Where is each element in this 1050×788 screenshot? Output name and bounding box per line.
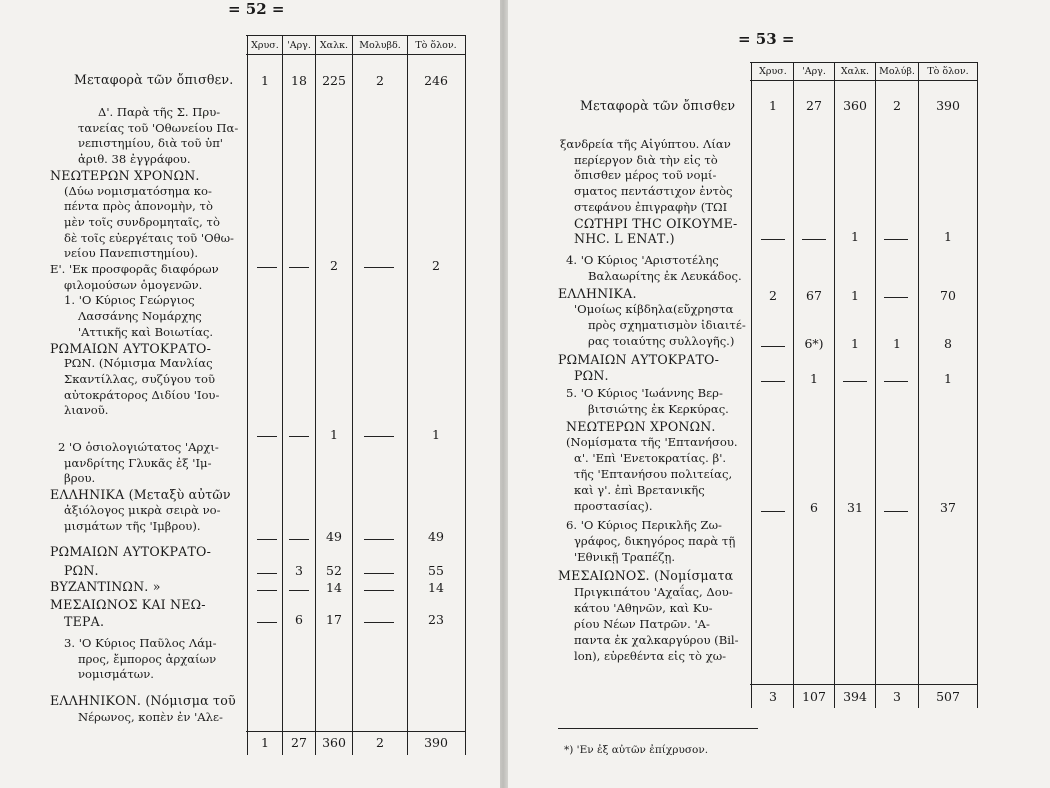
entry-value: 52 <box>326 563 342 578</box>
total-value: 3 <box>893 689 901 704</box>
text-line: γράφος, δικηγόρος παρὰ τῇ <box>574 534 736 548</box>
dash-mark <box>257 539 277 540</box>
text-line: Ε'. 'Εκ προσφορᾶς διαφόρων <box>50 262 219 276</box>
entry-value: 70 <box>940 288 956 303</box>
dash-mark <box>289 539 309 540</box>
dash-mark <box>884 381 908 382</box>
column-rule <box>247 35 248 755</box>
text-line: νεπιστημίου, διὰ τοῦ ὑπ' <box>78 136 223 151</box>
text-line: ΕΛΛΗΝΙΚΑ (Μεταξὺ αὐτῶν <box>50 487 231 503</box>
carry-value: 2 <box>893 98 901 113</box>
text-line: ὄπισθεν μέρος τοῦ νομί- <box>574 168 717 183</box>
column-rule <box>407 35 408 755</box>
column-rule <box>282 35 283 755</box>
right-page <box>508 0 1050 788</box>
column-header-copper: Χαλκ. <box>319 40 349 51</box>
dash-mark <box>364 573 394 574</box>
text-line: 3. 'Ο Κύριος Παῦλος Λάμ- <box>64 636 217 650</box>
text-line: 'Ομοίως κίβδηλα(εὔχρηστα <box>574 302 734 316</box>
entry-value: 2 <box>330 258 338 273</box>
text-line: αὐτοκράτορος Διδίου 'Ιου- <box>64 387 220 402</box>
text-line: CΩΤΗΡΙ ΤΗC ΟΙΚΟΥΜΕ- <box>574 215 738 231</box>
total-value: 107 <box>802 689 826 704</box>
text-line: 'Εθνικῇ Τραπέζῃ. <box>574 550 676 564</box>
column-header-gold: Χρυσ. <box>759 66 787 77</box>
column-rule <box>751 62 752 708</box>
entry-value: 55 <box>428 563 444 578</box>
carry-value: 2 <box>376 73 384 88</box>
text-line: τανείας τοῦ 'Οθωνείου Πα- <box>78 120 239 135</box>
dash-mark <box>257 436 277 437</box>
carry-value: 1 <box>261 73 269 88</box>
text-line: Δ'. Παρὰ τῆς Σ. Πρυ- <box>98 105 221 119</box>
text-line: (Νομίσματα τῆς 'Επτανήσου. <box>566 435 738 449</box>
table-rule-top <box>246 35 466 36</box>
text-line: ΒΥΖΑΝΤΙΝΩΝ. » <box>50 579 161 594</box>
dash-mark <box>257 267 277 268</box>
column-rule <box>352 35 353 755</box>
total-value: 2 <box>376 735 384 750</box>
entry-value: 49 <box>326 529 342 544</box>
column-rule <box>315 35 316 755</box>
entry-value: 14 <box>428 580 444 595</box>
text-line: lon), εὑρεθέντα εἰς τὸ χω- <box>574 649 727 663</box>
column-header-lead: Μολυβδ. <box>359 40 401 51</box>
carry-value: 18 <box>291 73 307 88</box>
column-rule <box>465 35 466 755</box>
text-line: (Δύω νομισματόσημα κο- <box>64 183 212 198</box>
dash-mark <box>843 381 867 382</box>
entry-value: 23 <box>428 612 444 627</box>
text-line: ΕΛΛΗΝΙΚΑ. <box>558 286 637 301</box>
dash-mark <box>364 622 394 623</box>
left-page <box>0 0 500 788</box>
entry-value: 6 <box>295 612 303 627</box>
text-line: δὲ τοῖς εὐεργέταις τοῦ 'Οθω- <box>64 230 234 245</box>
total-value: 394 <box>843 689 867 704</box>
dash-mark <box>761 346 785 347</box>
column-header-silver: 'Αργ. <box>802 66 826 77</box>
carry-value: 360 <box>843 98 867 113</box>
text-line: 5. 'Ο Κύριος 'Ιωάννης Βερ- <box>566 386 723 400</box>
text-line: 2 'Ο ὁσιολογιώτατος 'Αρχι- <box>58 440 219 454</box>
text-line: καὶ γ'. ἐπὶ Βρετανικῆς <box>574 483 705 497</box>
text-line: προστασίας). <box>574 499 653 513</box>
entry-value: 6*) <box>804 336 824 351</box>
column-header-total: Τὸ ὅλον. <box>927 66 969 77</box>
dash-mark <box>364 539 394 540</box>
carry-value: 1 <box>769 98 777 113</box>
text-line: περίεργον διὰ τὴν εἰς τὸ <box>574 152 718 167</box>
entry-value: 1 <box>851 288 859 303</box>
text-line: στεφάνου ἐπιγραφὴν (ΤΩΙ <box>574 199 728 214</box>
text-line: σματος πεντάστιχον ἐντὸς <box>574 184 733 199</box>
text-line: νείου Πανεπιστημίου). <box>64 246 199 261</box>
carry-value: 27 <box>806 98 822 113</box>
entry-value: 2 <box>432 258 440 273</box>
text-line: ΡΩΜΑΙΩΝ ΑΥΤΟΚΡΑΤΟ- <box>50 340 212 356</box>
entry-value: 31 <box>847 500 863 515</box>
footnote: *) 'Εν ἐξ αὐτῶν ἐπίχρυσον. <box>564 744 709 756</box>
entry-value: 49 <box>428 529 444 544</box>
table-rule-header <box>750 80 978 81</box>
entry-value: 1 <box>330 427 338 442</box>
entry-value: 2 <box>769 288 777 303</box>
dash-mark <box>761 381 785 382</box>
entry-value: 3 <box>295 563 303 578</box>
text-line: μανδρίτης Γλυκᾶς ἐξ 'Ιμ- <box>64 455 212 470</box>
text-line: ΡΩΝ. <box>574 368 609 383</box>
entry-value: 1 <box>810 371 818 386</box>
text-line: βρου. <box>64 471 96 486</box>
text-line: ΝΗC. L ΕΝΑΤ.) <box>574 231 675 247</box>
text-line: ΡΩΜΑΙΩΝ ΑΥΤΟΚΡΑΤΟ- <box>558 352 720 367</box>
text-line: ΝΕΩΤΕΡΩΝ ΧΡΟΝΩΝ. <box>50 167 200 183</box>
dash-mark <box>884 297 908 298</box>
dash-mark <box>364 590 394 591</box>
entry-value: 8 <box>944 336 952 351</box>
entry-value: 1 <box>944 229 952 244</box>
page-number: = 53 = <box>738 30 795 48</box>
carry-value: 390 <box>936 98 960 113</box>
text-line: προς, ἔμπορος ἀρχαίων <box>78 651 217 666</box>
entry-value: 1 <box>944 371 952 386</box>
dash-mark <box>884 239 908 240</box>
entry-value: 1 <box>851 229 859 244</box>
text-line: 4. 'Ο Κύριος 'Αριστοτέλης <box>566 253 719 267</box>
total-value: 3 <box>769 689 777 704</box>
column-header-copper: Χαλκ. <box>840 66 870 77</box>
dash-mark <box>761 511 785 512</box>
dash-mark <box>289 436 309 437</box>
column-rule <box>834 62 835 708</box>
text-line: Λασσάνης Νομάρχης <box>78 309 202 324</box>
text-line: α'. 'Επὶ 'Ενετοκρατίας. β'. <box>574 451 727 465</box>
text-line: ρας τοιαύτης συλλογῆς.) <box>588 334 735 348</box>
text-line: Πριγκιπάτου 'Αχαΐας, Δου- <box>574 585 733 599</box>
dash-mark <box>289 590 309 591</box>
dash-mark <box>884 511 908 512</box>
text-line: κάτου 'Αθηνῶν, καὶ Κυ- <box>574 601 713 615</box>
text-line: βιτσιώτης ἐκ Κερκύρας. <box>588 402 729 416</box>
total-value: 390 <box>424 735 448 750</box>
text-line: ξανδρεία τῆς Αἰγύπτου. Λίαν <box>560 137 731 151</box>
text-line: Νέρωνος, κοπὲν ἐν 'Αλε- <box>78 710 223 724</box>
text-line: Βαλαωρίτης ἐκ Λευκάδος. <box>588 269 742 283</box>
text-line: ΜΕΣΑΙΩΝΟΣ ΚΑΙ ΝΕΩ- <box>50 597 206 612</box>
text-line: 'Αττικῆς καὶ Βοιωτίας. <box>78 324 214 339</box>
dash-mark <box>257 590 277 591</box>
text-line: ΤΕΡΑ. <box>64 614 105 629</box>
text-line: λιανοῦ. <box>64 403 109 418</box>
entry-value: 14 <box>326 580 342 595</box>
carry-label: Μεταφορὰ τῶν ὄπισθεν. <box>74 72 234 87</box>
column-rule <box>977 62 978 708</box>
table-rule-total <box>750 684 978 685</box>
dash-mark <box>364 436 394 437</box>
text-line: 1. 'Ο Κύριος Γεώργιος <box>64 293 195 308</box>
carry-label: Μεταφορὰ τῶν ὄπισθεν <box>580 98 736 113</box>
text-line: πρὸς σχηματισμὸν ἰδιαιτέ- <box>588 318 746 332</box>
text-line: φιλομούσων ὁμογενῶν. <box>64 277 203 292</box>
text-line: ΝΕΩΤΕΡΩΝ ΧΡΟΝΩΝ. <box>566 419 716 434</box>
text-line: ἀξιόλογος μικρὰ σειρὰ νο- <box>64 502 221 517</box>
text-line: ρίου Νέων Πατρῶν. 'Α- <box>574 617 710 631</box>
carry-value: 246 <box>424 73 448 88</box>
column-rule <box>875 62 876 708</box>
carry-value: 225 <box>322 73 346 88</box>
text-line: ΡΩΜΑΙΩΝ ΑΥΤΟΚΡΑΤΟ- <box>50 544 212 559</box>
column-header-silver: 'Αργ. <box>287 40 311 51</box>
text-line: ΡΩΝ. (Νόμισμα Μανλίας <box>64 356 213 371</box>
text-line: πέντα πρὸς ἀπονομὴν, τὸ <box>64 199 213 214</box>
table-rule-total <box>246 731 466 732</box>
total-value: 507 <box>936 689 960 704</box>
text-line: τῆς 'Επτανήσου πολιτείας, <box>574 467 733 481</box>
table-rule-top <box>750 62 978 63</box>
footnote-rule <box>558 728 758 729</box>
text-line: Σκαντίλλας, συζύγου τοῦ <box>64 371 216 386</box>
dash-mark <box>257 622 277 623</box>
total-value: 27 <box>291 735 307 750</box>
table-rule-header <box>246 54 466 55</box>
text-line: ΡΩΝ. <box>64 563 99 578</box>
text-line: 6. 'Ο Κύριος Περικλῆς Ζω- <box>566 518 722 532</box>
dash-mark <box>257 573 277 574</box>
text-line: ΜΕΣΑΙΩΝΟΣ. (Νομίσματα <box>558 568 734 583</box>
entry-value: 37 <box>940 500 956 515</box>
text-line: νομισμάτων. <box>78 667 154 682</box>
entry-value: 17 <box>326 612 342 627</box>
dash-mark <box>802 239 826 240</box>
entry-value: 6 <box>810 500 818 515</box>
text-line: ΕΛΛΗΝΙΚΟΝ. (Νόμισμα τοῦ <box>50 693 236 708</box>
dash-mark <box>289 267 309 268</box>
page-number: = 52 = <box>228 0 285 18</box>
column-header-total: Τὸ ὅλον. <box>415 40 457 51</box>
column-header-gold: Χρυσ. <box>251 40 279 51</box>
entry-value: 1 <box>893 336 901 351</box>
text-line: μὲν τοῖς συνδρομηταῖς, τὸ <box>64 214 220 229</box>
text-line: παντα ἐκ χαλκαργύρου (Bil- <box>574 633 739 647</box>
text-line: μισμάτων τῆς 'Ιμβρου). <box>64 518 201 533</box>
dash-mark <box>364 267 394 268</box>
text-line: ἀριθ. 38 ἐγγράφου. <box>78 152 191 167</box>
column-header-lead: Μολύβ. <box>879 66 915 77</box>
total-value: 360 <box>322 735 346 750</box>
entry-value: 1 <box>432 427 440 442</box>
entry-value: 67 <box>806 288 822 303</box>
dash-mark <box>761 239 785 240</box>
entry-value: 1 <box>851 336 859 351</box>
total-value: 1 <box>261 735 269 750</box>
